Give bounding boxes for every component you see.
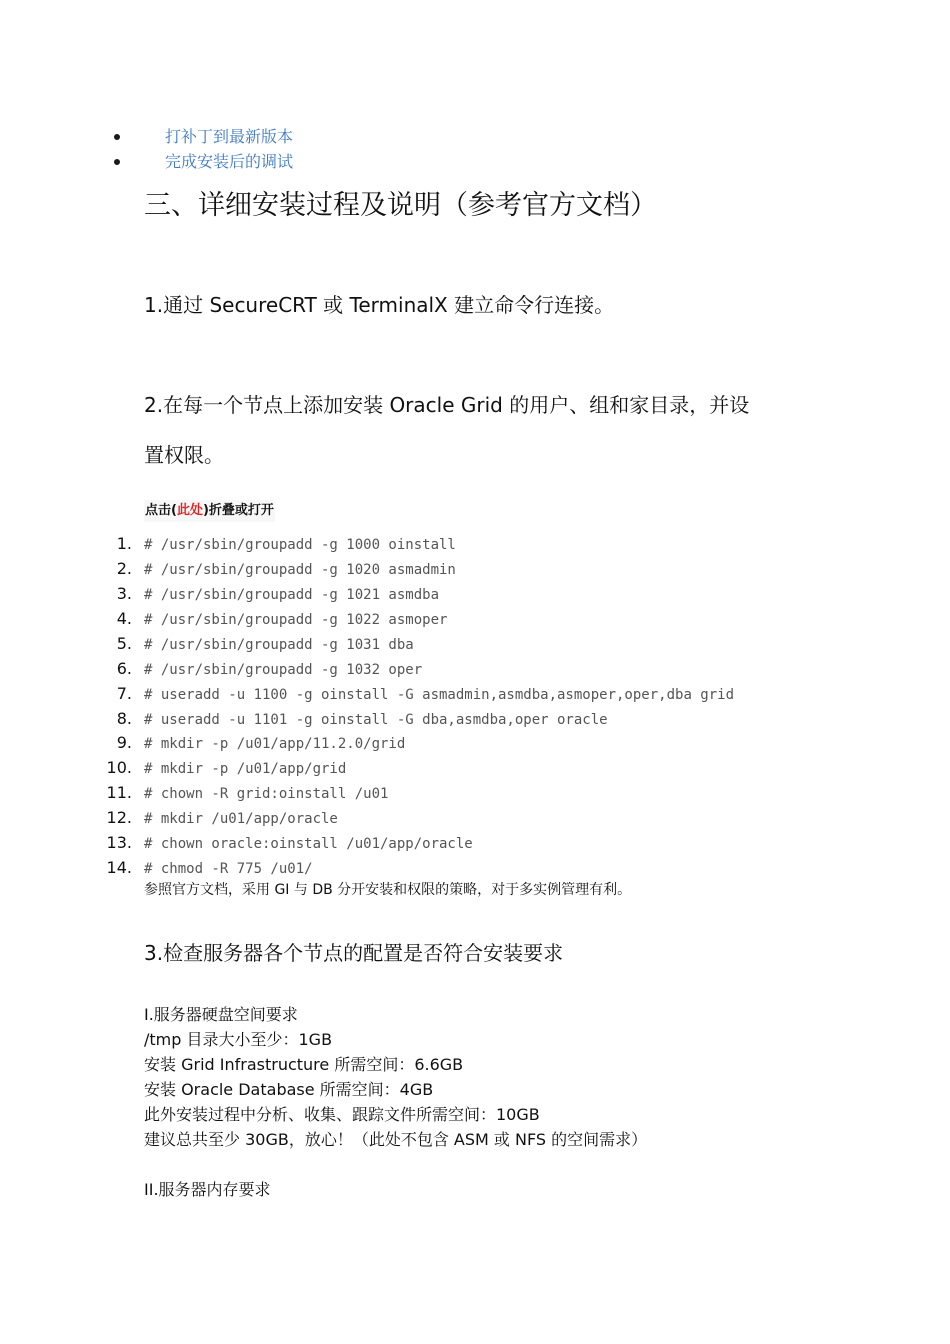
code-line (0, 781, 800, 806)
toggle-suffix: )折叠或打开 (202, 503, 274, 518)
bullet-link-debug[interactable]: 完成安装后的调试 (165, 152, 294, 171)
code-line (0, 557, 800, 582)
code-line (0, 632, 800, 657)
code-text: # chmod -R 775 /u01/ (144, 861, 313, 877)
section-title: 三、详细安装过程及说明（参考官方文档） (144, 190, 657, 221)
line-number: 2. (116, 559, 132, 578)
code-line (0, 582, 800, 607)
code-text: # useradd -u 1101 -g oinstall -G dba,asmdba,oper oracle (144, 712, 608, 728)
step-2-heading-line2: 置权限。 (144, 443, 224, 467)
code-text: # /usr/sbin/groupadd -g 1032 oper (144, 662, 423, 678)
line-number: 8. (116, 709, 132, 728)
line-number: 14. (106, 858, 132, 877)
line-number: 10. (106, 758, 132, 777)
line-number: 7. (116, 684, 132, 703)
line-number: 4. (116, 609, 132, 628)
code-text: # chown -R grid:oinstall /u01 (144, 786, 389, 802)
bullet-link-patch[interactable]: 打补丁到最新版本 (165, 127, 294, 146)
line-number: 6. (116, 659, 132, 678)
requirement-line: 安装 Oracle Database 所需空间：4GB (144, 1080, 434, 1099)
line-number: 5. (116, 634, 132, 653)
step-1-heading: 1.通过 SecureCRT 或 TerminalX 建立命令行连接。 (144, 293, 615, 317)
code-line (0, 856, 800, 881)
bullet-dot-icon (114, 134, 120, 140)
code-text: # chown oracle:oinstall /u01/app/oracle (144, 836, 473, 852)
code-text: # mkdir -p /u01/app/11.2.0/grid (144, 736, 406, 752)
code-line (0, 532, 800, 557)
code-line (0, 756, 800, 781)
code-text: # useradd -u 1100 -g oinstall -G asmadmin,asmdba,asmoper,oper,dba grid (144, 687, 735, 703)
code-collapse-toggle[interactable] (144, 500, 275, 522)
code-text: # /usr/sbin/groupadd -g 1021 asmdba (144, 587, 440, 603)
code-text: # /usr/sbin/groupadd -g 1000 oinstall (144, 537, 456, 553)
code-line (0, 607, 800, 632)
code-text: # /usr/sbin/groupadd -g 1022 asmoper (144, 612, 448, 628)
code-text: # mkdir /u01/app/oracle (144, 811, 338, 827)
line-number: 3. (116, 584, 132, 603)
bullet-dot-icon (114, 159, 120, 165)
code-text: # mkdir -p /u01/app/grid (144, 761, 347, 777)
requirement-line: /tmp 目录大小至少：1GB (144, 1030, 333, 1049)
policy-note: 参照官方文档，采用 GI 与 DB 分开安装和权限的策略，对于多实例管理有利。 (144, 882, 632, 898)
line-number: 12. (106, 808, 132, 827)
line-number: 11. (106, 783, 132, 802)
code-line (0, 707, 800, 732)
code-line (0, 657, 800, 682)
requirement-line: 此外安装过程中分析、收集、跟踪文件所需空间：10GB (144, 1105, 540, 1124)
requirement-line: 建议总共至少 30GB，放心！（此处不包含 ASM 或 NFS 的空间需求） (144, 1130, 648, 1149)
code-text: # /usr/sbin/groupadd -g 1031 dba (144, 637, 414, 653)
code-line (0, 806, 800, 831)
code-line (0, 682, 800, 707)
code-text: # /usr/sbin/groupadd -g 1020 asmadmin (144, 562, 456, 578)
toggle-prefix: 点击( (145, 503, 177, 518)
step-3-heading: 3.检查服务器各个节点的配置是否符合安装要求 (144, 941, 564, 965)
line-number: 1. (116, 534, 132, 553)
disk-requirements-heading: I.服务器硬盘空间要求 (144, 1005, 298, 1024)
requirement-line: 安装 Grid Infrastructure 所需空间：6.6GB (144, 1055, 464, 1074)
line-number: 9. (116, 733, 132, 752)
bullet-item (0, 150, 600, 174)
bullet-item (0, 125, 600, 149)
step-2-heading-line1: 2.在每一个节点上添加安装 Oracle Grid 的用户、组和家目录，并设 (144, 393, 750, 417)
memory-requirements-heading: II.服务器内存要求 (144, 1180, 271, 1199)
toggle-here-link[interactable]: 此处 (176, 503, 203, 518)
code-line (0, 831, 800, 856)
code-line (0, 731, 800, 756)
line-number: 13. (106, 833, 132, 852)
